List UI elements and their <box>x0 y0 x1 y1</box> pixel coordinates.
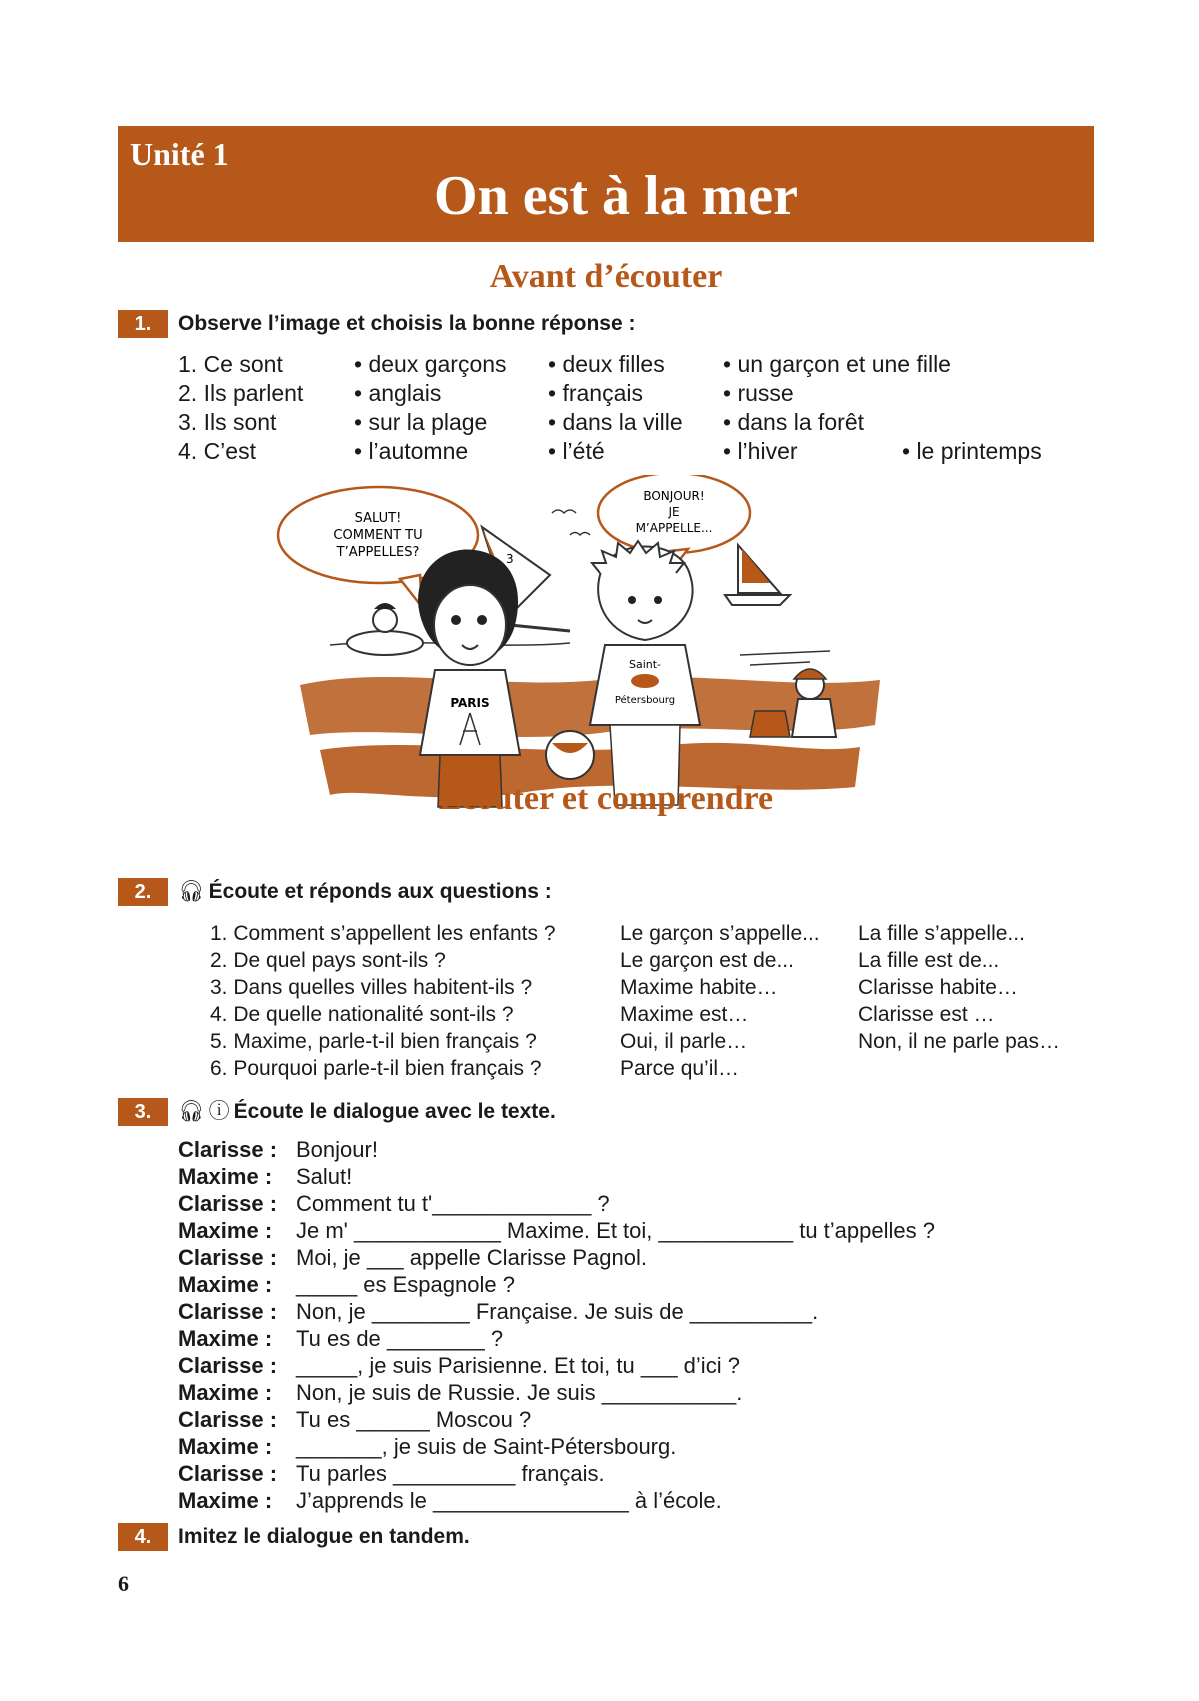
option-stem: 3. Ils sont <box>178 409 277 435</box>
option-choice: • anglais <box>354 380 442 406</box>
option-choice: • russe <box>723 380 794 406</box>
option-choice: • deux filles <box>548 351 665 377</box>
option-stem: 4. C’est <box>178 438 256 464</box>
lesson-title: On est à la mer <box>434 165 798 227</box>
answer-prompt: Parce qu’il… <box>620 1057 740 1080</box>
page-number: 6 <box>118 1571 129 1596</box>
option-stem: 1. Ce sont <box>178 351 283 377</box>
dialogue-text: Bonjour! <box>296 1137 378 1162</box>
option-choice: • français <box>548 380 643 406</box>
speaker-name: Clarisse : <box>178 1353 278 1378</box>
shirt-paris-text: PARIS <box>450 696 490 710</box>
speaker-name: Clarisse : <box>178 1461 278 1486</box>
option-choice: • dans la forêt <box>723 409 865 435</box>
dialogue-text: Je m' ____________ Maxime. Et toi, ___________ tu t’appelles ? <box>296 1218 935 1243</box>
dialogue-text: Non, je ________ Française. Je suis de __________. <box>296 1299 819 1324</box>
speaker-name: Clarisse : <box>178 1245 278 1270</box>
option-choice: • le printemps <box>902 438 1042 464</box>
speaker-name: Clarisse : <box>178 1137 278 1162</box>
answer-prompt: La fille s’appelle... <box>858 922 1025 945</box>
speaker-name: Maxime : <box>178 1380 273 1405</box>
exercise-number-3: 3. <box>118 1098 168 1126</box>
answer-prompt: Clarisse habite… <box>858 976 1018 999</box>
beach-illustration <box>270 475 910 815</box>
option-choice: • l’hiver <box>723 438 798 464</box>
dialogue-text: Tu es ______ Moscou ? <box>296 1407 532 1432</box>
question-text: 6. Pourquoi parle-t-il bien français ? <box>210 1057 542 1080</box>
unit-banner <box>118 126 1094 242</box>
option-choice: • l’automne <box>354 438 469 464</box>
dialogue-text: Comment tu t'_____________ ? <box>296 1191 610 1216</box>
dialogue-text: Moi, je ___ appelle Clarisse Pagnol. <box>296 1245 647 1270</box>
bubble-right-line: BONJOUR! <box>643 489 705 503</box>
headphones-icon: 🎧︎ <box>178 880 205 903</box>
section-title-before-listening: Avant d’écouter <box>489 258 723 295</box>
option-choice: • un garçon et une fille <box>723 351 951 377</box>
exercise-2-instruction: Écoute et réponds aux questions : <box>208 880 552 903</box>
dialogue-text: J’apprends le ________________ à l’école. <box>296 1488 722 1513</box>
speaker-name: Maxime : <box>178 1218 273 1243</box>
answer-prompt: Non, il ne parle pas… <box>858 1030 1060 1053</box>
answer-prompt: Maxime est… <box>620 1003 749 1026</box>
dialogue-text: Salut! <box>296 1164 353 1189</box>
shirt-spb-text: Pétersbourg <box>614 695 676 706</box>
headphones-icon: 🎧︎ <box>178 1100 205 1123</box>
exercise-1-instruction: Observe l’image et choisis la bonne réponse : <box>178 312 636 335</box>
question-text: 5. Maxime, parle-t-il bien français ? <box>210 1030 537 1053</box>
option-choice: • deux garçons <box>354 351 507 377</box>
answer-prompt: Maxime habite… <box>620 976 778 999</box>
dialogue-text: Tu parles __________ français. <box>296 1461 605 1486</box>
info-icon: ⓘ <box>208 1100 230 1123</box>
shirt-spb-text: Saint- <box>628 658 662 671</box>
speaker-name: Maxime : <box>178 1272 273 1297</box>
answer-prompt: Le garçon est de... <box>620 949 794 972</box>
unit-label: Unité 1 <box>130 136 229 172</box>
speaker-name: Maxime : <box>178 1164 273 1189</box>
exercise-3-instruction: Écoute le dialogue avec le texte. <box>233 1100 556 1123</box>
exercise-number-1: 1. <box>118 310 168 338</box>
option-choice: • sur la plage <box>354 409 488 435</box>
section-title-listen-understand: Écouter et comprendre <box>438 780 774 817</box>
answer-prompt: Clarisse est … <box>858 1003 995 1026</box>
option-choice: • dans la ville <box>548 409 683 435</box>
option-stem: 2. Ils parlent <box>178 380 304 406</box>
dialogue-text: Tu es de ________ ? <box>296 1326 504 1351</box>
question-text: 1. Comment s’appellent les enfants ? <box>210 922 556 945</box>
exercise-3-instruction-row <box>178 1098 556 1126</box>
dialogue-text: _______, je suis de Saint-Pétersbourg. <box>296 1434 677 1459</box>
speaker-name: Maxime : <box>178 1434 273 1459</box>
answer-prompt: Oui, il parle… <box>620 1030 748 1053</box>
exercise-2-instruction-row <box>178 878 552 906</box>
exercise-number-2: 2. <box>118 878 168 906</box>
speaker-name: Maxime : <box>178 1326 273 1351</box>
speaker-name: Clarisse : <box>178 1299 278 1324</box>
answer-prompt: La fille est de... <box>858 949 1000 972</box>
bubble-right-line: JE <box>668 505 680 519</box>
speaker-name: Clarisse : <box>178 1407 278 1432</box>
question-text: 2. De quel pays sont-ils ? <box>210 949 446 972</box>
speaker-name: Maxime : <box>178 1488 273 1513</box>
bubble-right-line: M’APPELLE... <box>635 521 713 535</box>
bubble-left-line: COMMENT TU <box>333 528 423 543</box>
option-choice: • l’été <box>548 438 605 464</box>
exercise-4-instruction: Imitez le dialogue en tandem. <box>178 1525 470 1548</box>
dialogue-text: _____ es Espagnole ? <box>296 1272 515 1297</box>
question-text: 4. De quelle nationalité sont-ils ? <box>210 1003 514 1026</box>
sail-number: 3 <box>506 552 514 566</box>
question-text: 3. Dans quelles villes habitent-ils ? <box>210 976 533 999</box>
bubble-left-line: T’APPELLES? <box>336 545 420 560</box>
exercise-number-4: 4. <box>118 1523 168 1551</box>
dialogue-text: _____, je suis Parisienne. Et toi, tu ___ d’ici ? <box>296 1353 740 1378</box>
answer-prompt: Le garçon s’appelle... <box>620 922 820 945</box>
dialogue-text: Non, je suis de Russie. Je suis ___________. <box>296 1380 743 1405</box>
speaker-name: Clarisse : <box>178 1191 278 1216</box>
bubble-left-line: SALUT! <box>354 511 402 526</box>
